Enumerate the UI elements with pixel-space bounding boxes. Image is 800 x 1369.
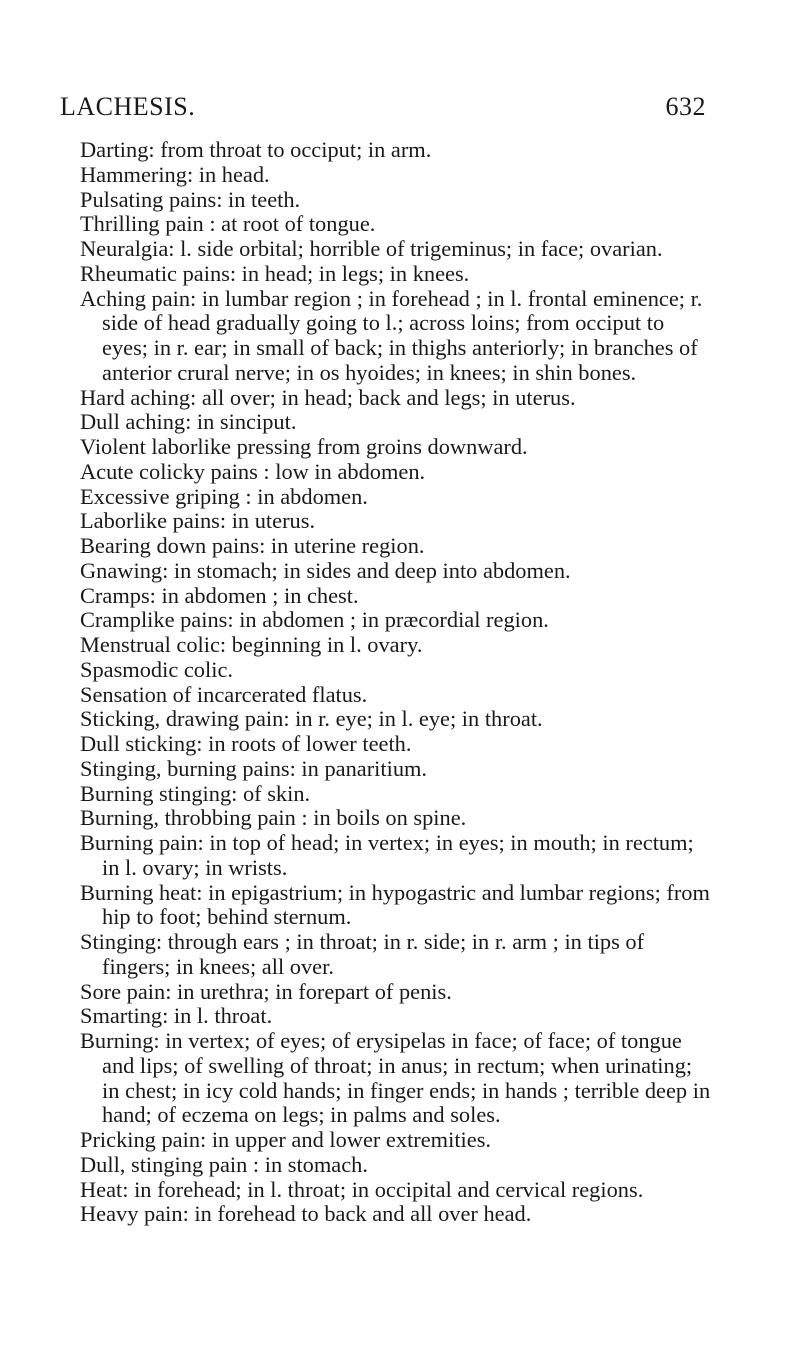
symptom-entry: Sticking, drawing pain: in r. eye; in l. eye; in throat. (80, 706, 543, 732)
symptom-entry: Neuralgia: l. side orbital; horrible of trigeminus; in face; ovarian. (80, 236, 663, 261)
symptom-entry: Acute colicky pains : low in abdomen. (80, 458, 426, 484)
symptom-entry: Gnawing: in stomach; in sides and deep into abdomen. (80, 557, 571, 583)
symptom-entry: Violent laborlike pressing from groins downward. (80, 434, 528, 459)
running-head (60, 92, 706, 126)
symptom-entry: Bearing down pains: in uterine region. (80, 533, 425, 558)
symptom-entry: Laborlike pains: in uterus. (80, 508, 316, 534)
symptom-entry: Sensation of incarcerated flatus. (80, 681, 368, 707)
symptom-entry: Stinging: through ears ; in throat; in r. side; in r. arm ; in tips of fingers; in knees; all over. (80, 929, 645, 979)
symptom-entry: Darting: from throat to occiput; in arm. (80, 137, 432, 162)
symptom-entry: Burning, throbbing pain : in boils on spine. (80, 805, 467, 831)
symptom-entry: Smarting: in l. throat. (80, 1003, 273, 1029)
symptom-entry: Hard aching: all over; in head; back and legs; in uterus. (80, 384, 576, 410)
symptom-entry: Hammering: in head. (80, 161, 270, 187)
symptom-entry: Menstrual colic: beginning in l. ovary. (80, 632, 423, 657)
symptom-entry: Heat: in forehead; in l. throat; in occipital and cervical regions. (80, 1176, 644, 1202)
symptom-entry: Dull, stinging pain : in stomach. (80, 1151, 368, 1177)
symptom-entry: Cramplike pains: in abdomen ; in præcordial region. (80, 607, 549, 633)
symptom-entry: Burning: in vertex; of eyes; of erysipelas in face; of face; of tongue and lips; of swelling of throat; in anus; in rectum; when urinating; in chest; in icy cold hands; in finger ends; in hands ; terrible deep in hand; of eczema on legs; in palms and soles. (80, 1028, 711, 1128)
symptom-list (80, 138, 714, 1227)
symptom-entry: Burning heat: in epigastrium; in hypogastric and lumbar regions; from hip to foot; behind sternum. (80, 879, 710, 930)
symptom-entry: Burning pain: in top of head; in vertex; in eyes; in mouth; in rectum; in l. ovary; in wrists. (80, 830, 694, 880)
symptom-entry: Rheumatic pains: in head; in legs; in knees. (80, 260, 470, 286)
symptom-entry: Spasmodic colic. (80, 656, 233, 682)
symptom-entry: Dull sticking: in roots of lower teeth. (80, 731, 412, 756)
page-title: LACHESIS. (60, 92, 196, 121)
symptom-entry: Heavy pain: in forehead to back and all over head. (80, 1201, 532, 1227)
symptom-entry: Pulsating pains: in teeth. (80, 186, 301, 212)
symptom-entry: Thrilling pain : at root of tongue. (80, 211, 376, 237)
symptom-entry: Burning stinging: of skin. (80, 780, 311, 806)
symptom-entry: Stinging, burning pains: in panaritium. (80, 755, 428, 781)
symptom-entry: Cramps: in abdomen ; in chest. (80, 582, 359, 608)
symptom-entry: Excessive griping : in abdomen. (80, 483, 368, 509)
symptom-entry: Aching pain: in lumbar region ; in forehead ; in l. frontal eminence; r. side of head gradually going to l.; across loins; from occiput to eyes; in r. ear; in small of back; in thighs anteriorly; in branches of anterior crural nerve; in os hyoides; in knees; in shin bones. (80, 285, 703, 385)
symptom-entry: Sore pain: in urethra; in forepart of penis. (80, 978, 452, 1004)
page-number: 632 (665, 92, 706, 121)
symptom-entry: Pricking pain: in upper and lower extremities. (80, 1127, 492, 1152)
symptom-entry: Dull aching: in sinciput. (80, 409, 297, 435)
